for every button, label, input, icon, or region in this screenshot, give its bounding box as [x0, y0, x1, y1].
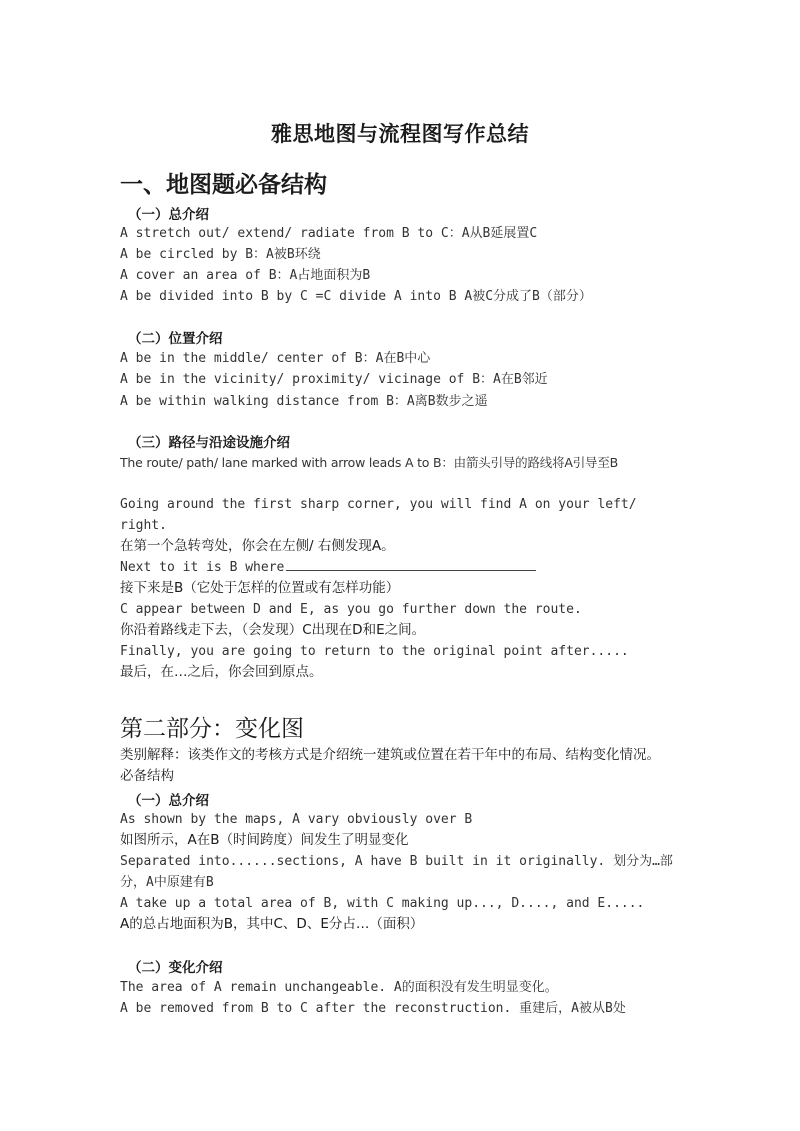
part2-explanation: 类别解释：该类作文的考核方式是介绍统一建筑或位置在若干年中的布局、结构变化情况。: [120, 747, 660, 763]
takeup-line: A take up a total area of B, with C making up..., D...., and E.....: [120, 896, 645, 911]
text-line: A stretch out/ extend/ radiate from B to C：A从B延展置C: [120, 226, 538, 241]
next-text: Next to it is B where: [120, 560, 285, 575]
next-line: [120, 557, 685, 578]
part2-sec1-title: （一）总介绍: [128, 793, 209, 809]
corner-line: Going around the first sharp corner, you will find A on your left/ right.: [120, 497, 637, 533]
text-line: A be in the middle/ center of B：A在B中心: [120, 351, 431, 366]
appear-translation: 你沿着路线走下去，（会发现）C出现在D和E之间。: [120, 622, 426, 638]
corner-translation: 在第一个急转弯处，你会在左侧/ 右侧发现A。: [120, 538, 395, 554]
document-title: 雅思地图与流程图写作总结: [271, 121, 529, 146]
text-line: A be within walking distance from B：A离B数步之遥: [120, 394, 488, 409]
fill-in-blank: [286, 558, 536, 571]
part2-sec2-title: （二）变化介绍: [128, 960, 223, 976]
route-line: The route/ path/ lane marked with arrow leads A to B：由箭头引导的路线将A引导至B: [120, 455, 618, 470]
finally-translation: 最后，在…之后，你会回到原点。: [120, 664, 323, 680]
text-line: A be divided into B by C =C divide A into B A被C分成了B（部分）: [120, 289, 592, 304]
remain-line: The area of A remain unchangeable. A的面积没有发生明显变化。: [120, 980, 558, 995]
appear-line: C appear between D and E, as you go further down the route.: [120, 602, 582, 617]
separated-line: Separated into......sections, A have B built in it originally. 划分为…部分，A中原建有B: [120, 854, 673, 890]
text-line: A cover an area of B：A占地面积为B: [120, 268, 371, 283]
finally-line: Finally, you are going to return to the original point after.....: [120, 644, 629, 659]
part2-heading: 第二部分：变化图: [120, 716, 304, 742]
text-line: A be circled by B：A被B环绕: [120, 247, 321, 262]
shown-line: As shown by the maps, A vary obviously over B: [120, 812, 473, 827]
part1-sec1-title: （一）总介绍: [128, 207, 209, 223]
part2-must-structure: 必备结构: [120, 768, 174, 784]
part1-sec3-title: （三）路径与沿途设施介绍: [128, 435, 290, 451]
removed-line: A be removed from B to C after the reconstruction. 重建后，A被从B处: [120, 1001, 626, 1016]
next-translation: 接下来是B（它处于怎样的位置或有怎样功能）: [120, 580, 400, 596]
takeup-translation: A的总占地面积为B，其中C、D、E分占…（面积）: [120, 916, 424, 932]
part1-heading: 一、地图题必备结构: [120, 171, 327, 198]
part1-sec2-title: （二）位置介绍: [128, 331, 223, 347]
shown-translation: 如图所示，A在B（时间跨度）间发生了明显变化: [120, 832, 409, 848]
text-line: A be in the vicinity/ proximity/ vicinage of B：A在B邻近: [120, 372, 548, 387]
